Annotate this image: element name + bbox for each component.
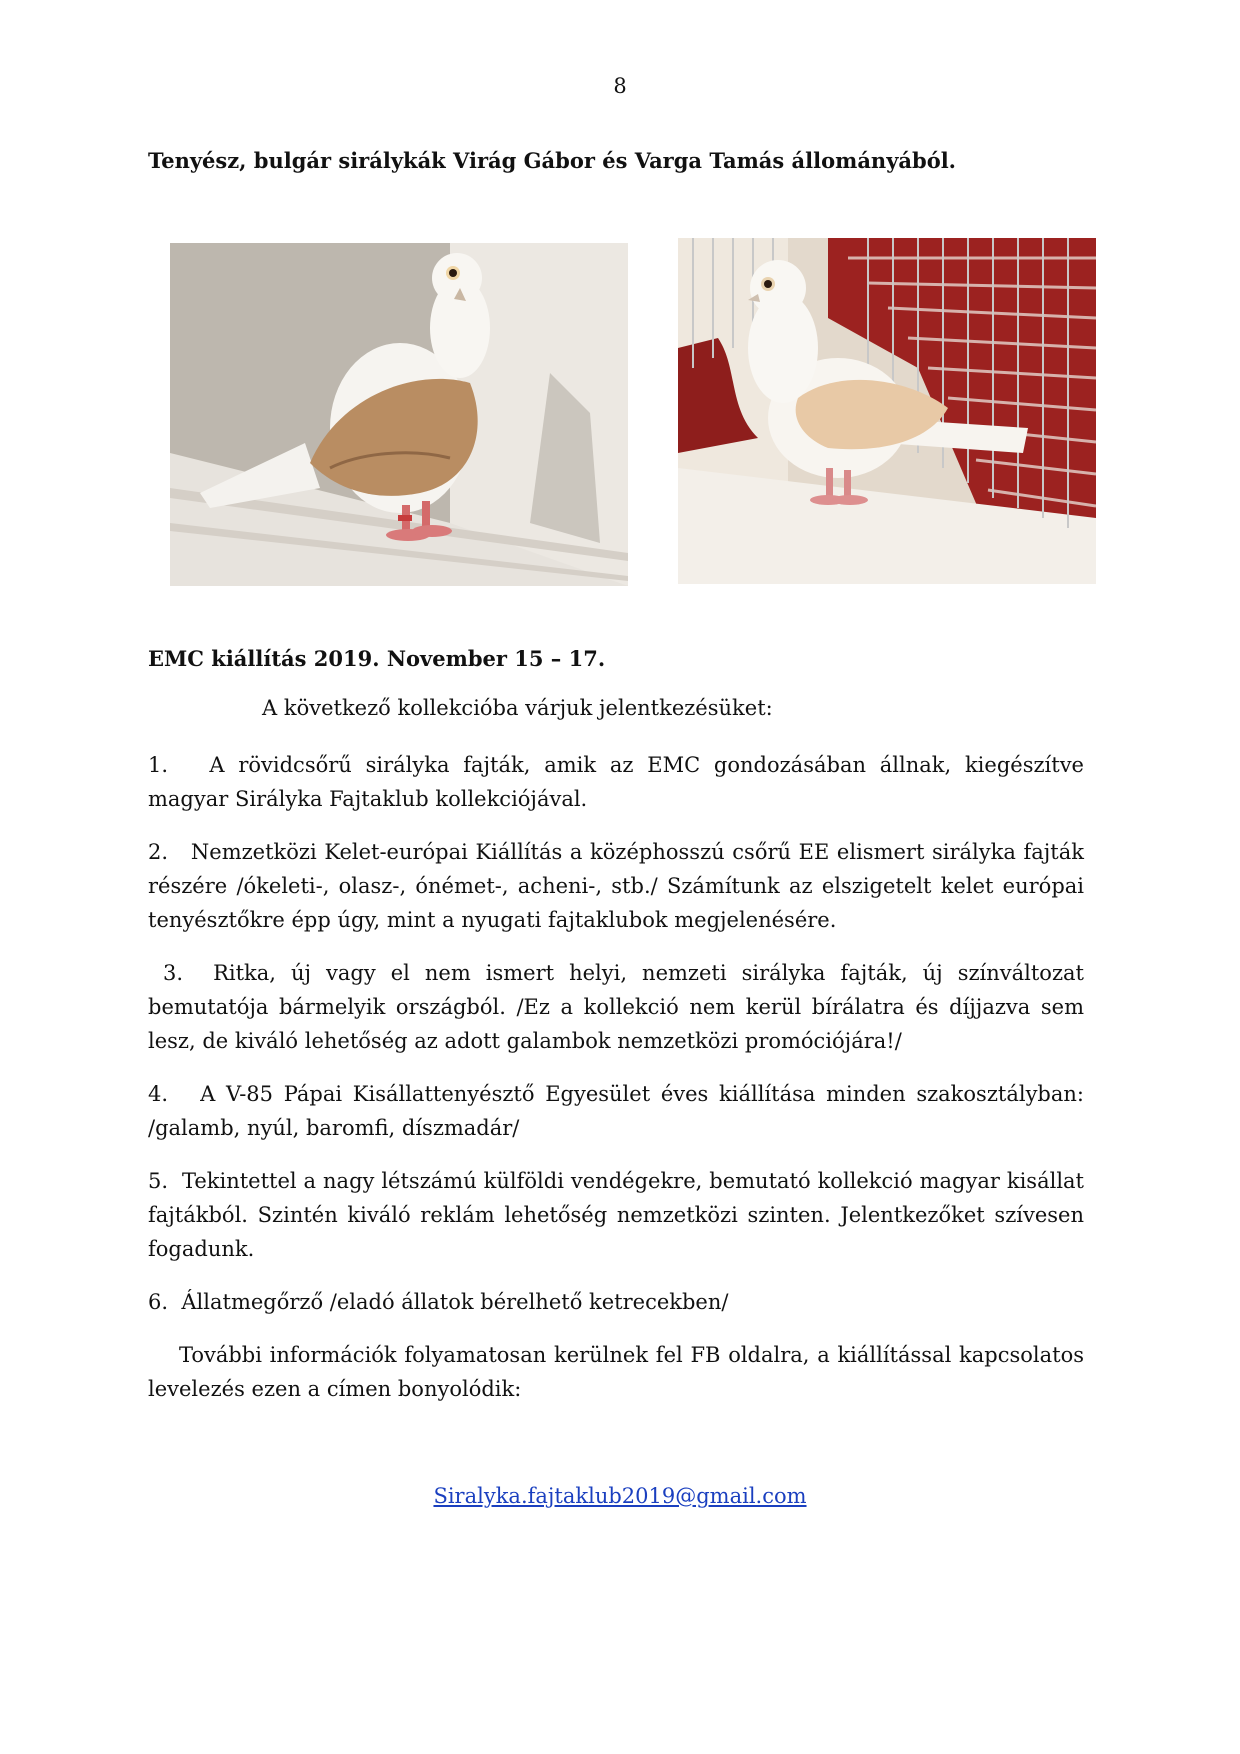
event-heading: EMC kiállítás 2019. November 15 – 17. bbox=[148, 646, 606, 671]
intro-text: A következő kollekcióba várjuk jelentkezésüket: bbox=[262, 696, 773, 720]
list-item: 5. Tekintettel a nagy létszámú külföldi vendégekre, bemutató kollekció magyar kisállat fajtákból. Szintén kiváló reklám lehetőség nemzetközi szinten. Jelentkezőket szívesen fogadunk. bbox=[148, 1169, 1091, 1261]
list-item: 4. A V-85 Pápai Kisállattenyésztő Egyesület éves kiállítása minden szakosztályban: /galamb, nyúl, baromfi, díszmadár/ bbox=[148, 1082, 1091, 1140]
list-item: 3. Ritka, új vagy el nem ismert helyi, nemzeti sirályka fajták, új színváltozat bemutatója bármelyik országból. /Ez a kollekció nem kerül bírálatra és díjjazva sem lesz, de kiváló lehetőség az adott galambok nemzetközi promóciójára!/ bbox=[148, 961, 1091, 1053]
list-item: 6. Állatmegőrző /eladó állatok bérelhető ketrecekben/ bbox=[148, 1290, 729, 1314]
email-line bbox=[0, 1484, 1240, 1508]
pigeon-photo-right bbox=[678, 238, 1096, 584]
closing-paragraph: További információk folyamatosan kerülnek fel FB oldalra, a kiállítással kapcsolatos levelezés ezen a címen bonyolódik: bbox=[148, 1343, 1091, 1401]
email-link[interactable]: Siralyka.fajtaklub2019@gmail.com bbox=[433, 1484, 807, 1508]
pigeon-photo-left bbox=[170, 243, 628, 586]
list-item: 1. A rövidcsőrű sirályka fajták, amik az EMC gondozásában állnak, kiegészítve magyar Sirályka Fajtaklub kollekciójával. bbox=[148, 753, 1098, 811]
list-item: 2. Nemzetközi Kelet-európai Kiállítás a középhosszú csőrű EE elismert sirályka fajták részére /ókeleti-, olasz-, ónémet-, acheni-, stb./ Számítunk az elszigetelt kelet európai tenyésztőkre épp úgy, mint a nyugati fajtaklubok megjelenésére. bbox=[148, 840, 1091, 932]
page-title: Tenyész, bulgár sirálykák Virág Gábor és Varga Tamás állományából. bbox=[148, 148, 956, 173]
page-number: 8 bbox=[613, 74, 627, 98]
